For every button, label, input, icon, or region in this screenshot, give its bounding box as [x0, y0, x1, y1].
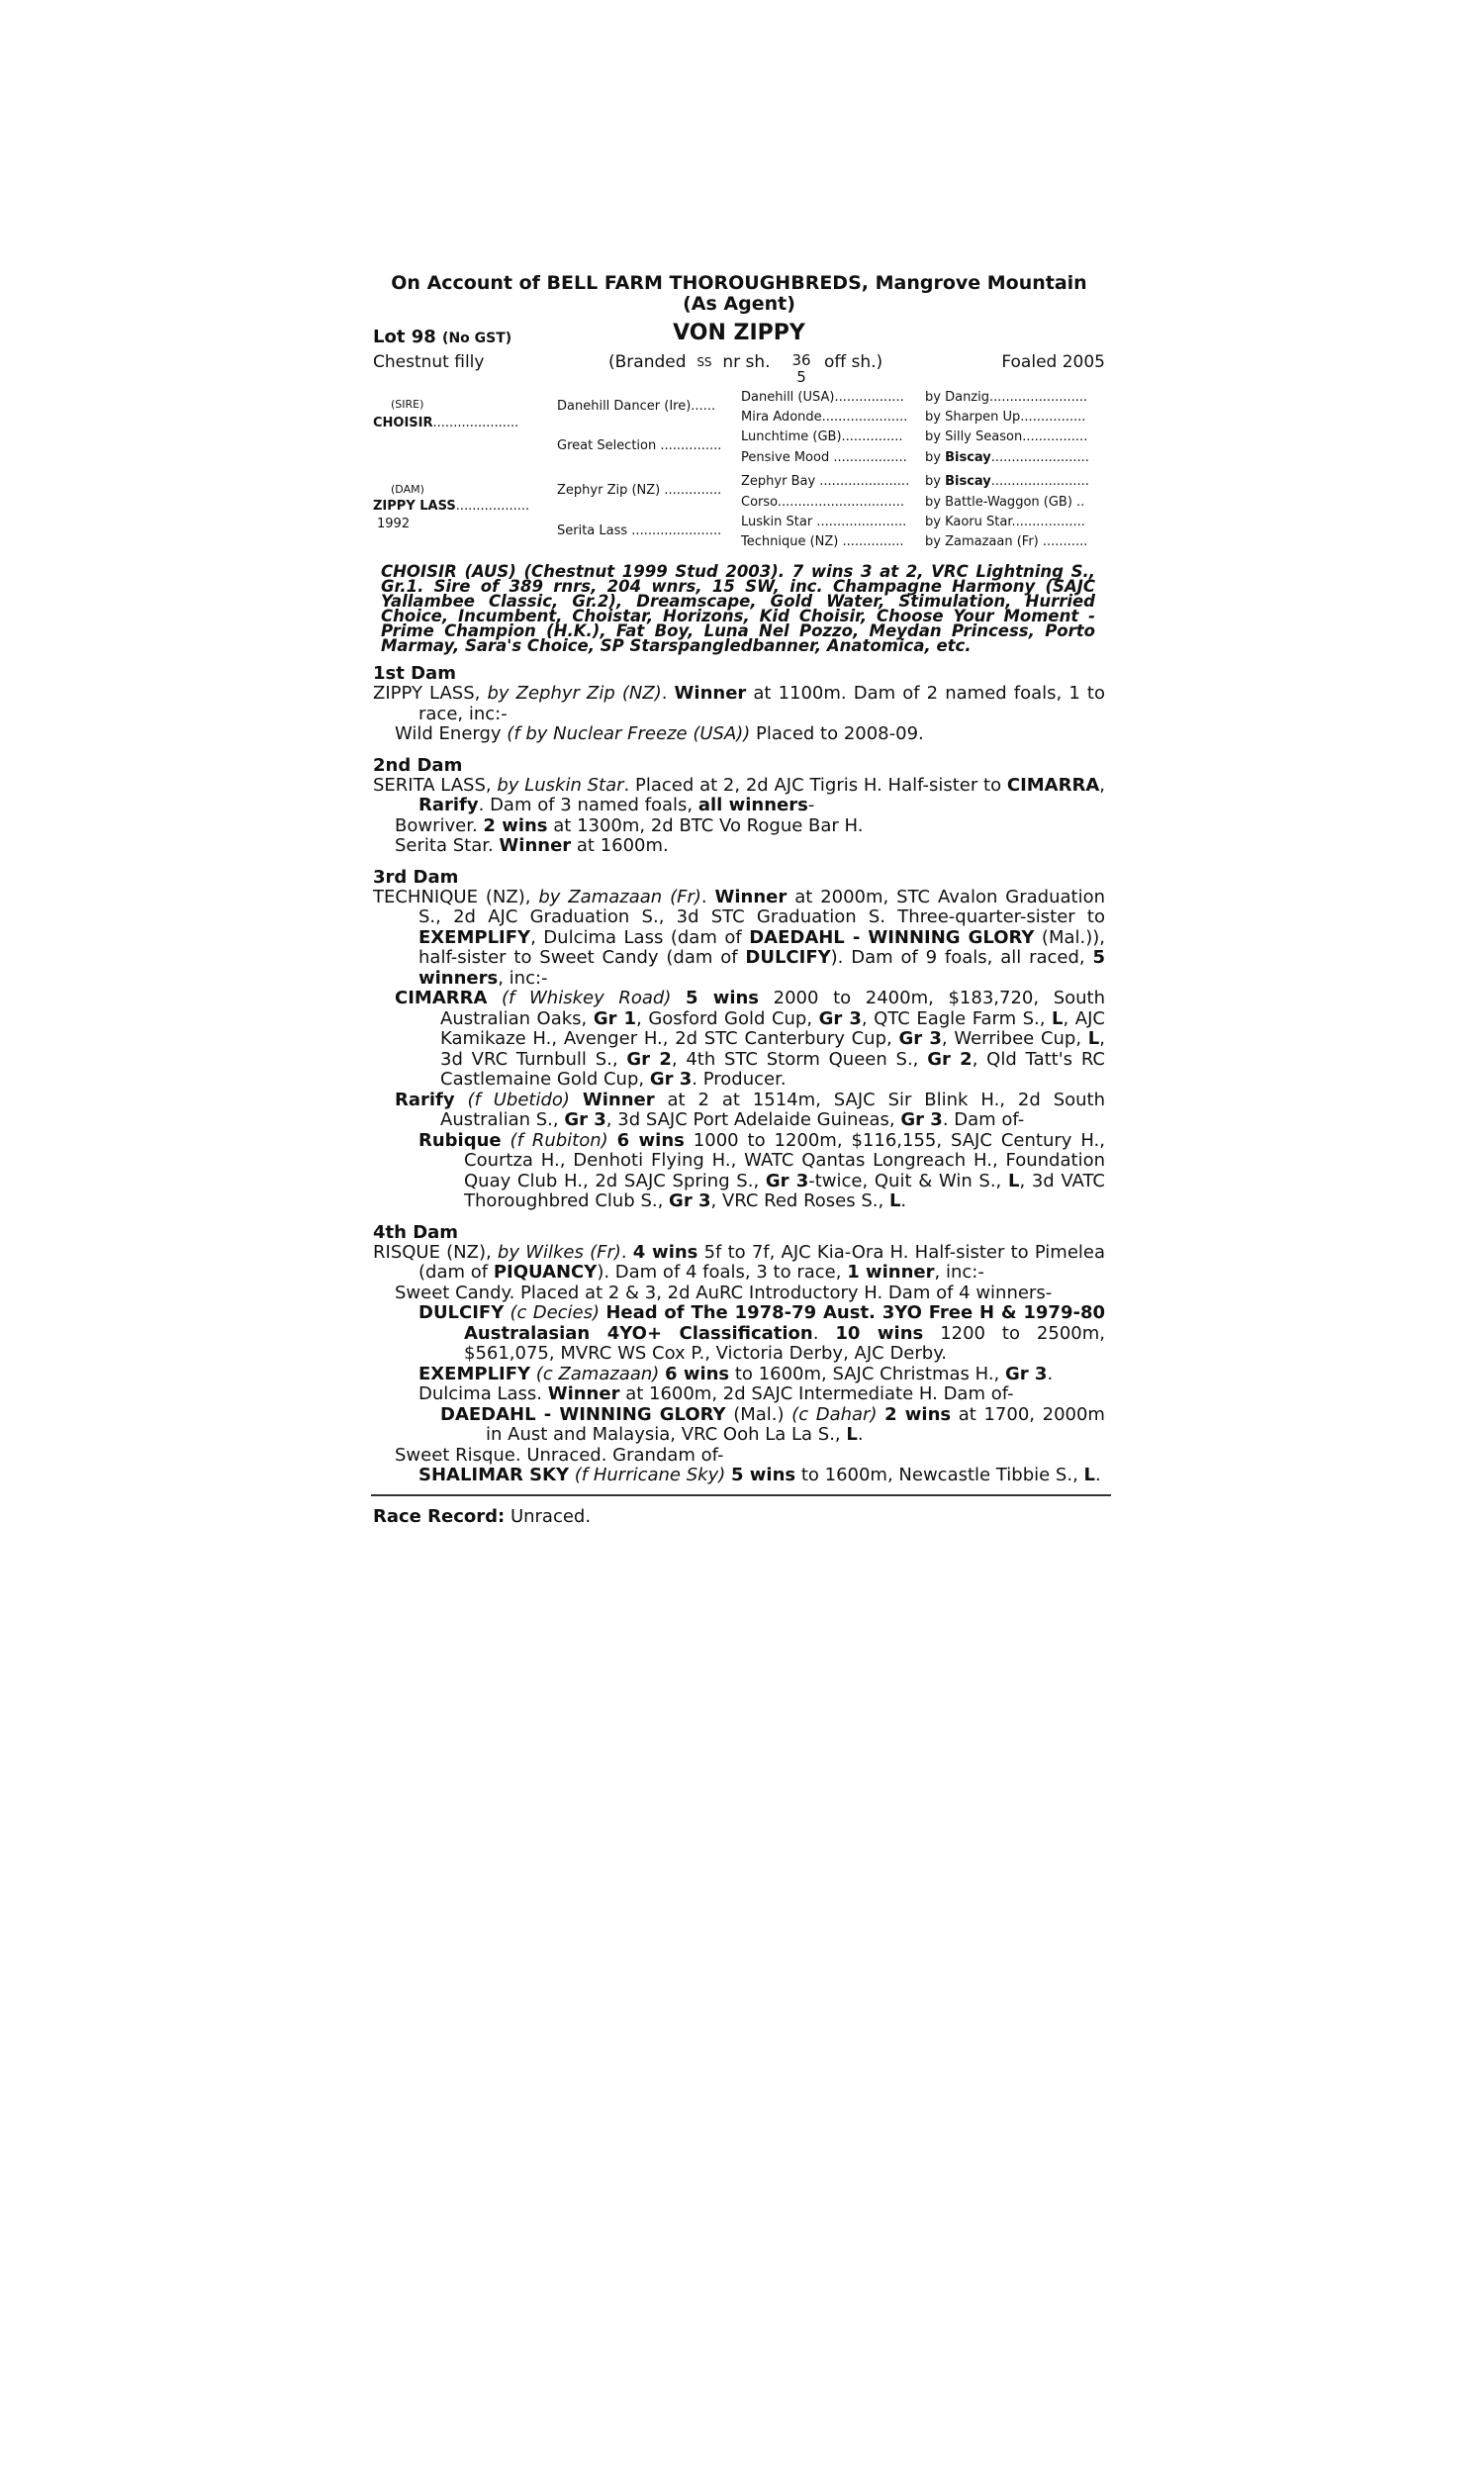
fourth-dam-text: RISQUE (NZ), by Wilkes (Fr). 4 wins 5f to 7f, AJC Kia-Ora H. Half-sister to Pimelea (dam of PIQUANCY). Dam of 4 foals, 3 to race, 1 winner, inc:-	[373, 1241, 1106, 1283]
catalogue-page	[373, 273, 1105, 1527]
daedahl-entry: DAEDAHL - WINNING GLORY (Mal.) (c Dahar) 2 wins at 1700, 2000m in Aust and Malaysia, VRC Ooh La La S., L.	[440, 1403, 1105, 1445]
second-dam-progeny-2: Serita Star. Winner at 1600m.	[395, 835, 669, 856]
sex-colour: Chestnut filly	[373, 352, 485, 372]
third-dam-text: TECHNIQUE (NZ), by Zamazaan (Fr). Winner at 2000m, STC Avalon Graduation S., 2d AJC Graduation S., 3d STC Graduation S. Three-quarter-sister to EXEMPLIFY, Dulcima Lass (dam of DAEDAHL - WINNING GLORY (Mal.)), half-sister to Sweet Candy (dam of DULCIFY). Dam of 9 foals, all raced, 5 winners, inc:-	[373, 886, 1105, 989]
race-record-label: Race Record:	[373, 1505, 506, 1527]
brand-off: off sh.)	[824, 352, 883, 372]
gen4-8: by Zamazaan (Fr) ...........	[925, 534, 1088, 549]
dam-year: 1992	[377, 517, 411, 531]
third-dam-heading: 3rd Dam	[373, 866, 459, 888]
sire-summary: CHOISIR (AUS) (Chestnut 1999 Stud 2003). 7 wins 3 at 2, VRC Lightning S., Gr.1. Sire of 389 rnrs, 204 wnrs, 15 SW, inc. Champagne Harmony (SAJC Yallambee Classic, Gr.2), Dreamscape, Gold Water, Stimulation, Hurried Choice, Incumbent, Choistar, Horizons, Kid Choisir, Choose Your Moment - Prime Champion (H.K.), Fat Boy, Luna Nel Pozzo, Meydan Princess, Porto Marmay, Sara's Choice, SP Starspangledbanner, Anatomica, etc.	[381, 562, 1095, 655]
rubique-entry: Rubique (f Rubiton) 6 wins 1000 to 1200m, $116,155, SAJC Century H., Courtza H., Denhoti Flying H., WATC Qantas Longreach H., Foundation Quay Club H., 2d SAJC Spring S., Gr 3-twice, Quit & Win S., L, 3d VATC Thoroughbred Club S., Gr 3, VRC Red Roses S., L.	[418, 1129, 1105, 1211]
dam-dam: Serita Lass ......................	[557, 523, 722, 538]
foaled-year: Foaled 2005	[1001, 352, 1105, 372]
agent-line: (As Agent)	[683, 293, 795, 315]
fourth-dam-heading: 4th Dam	[373, 1221, 459, 1243]
first-dam-progeny: Wild Energy (f by Nuclear Freeze (USA)) Placed to 2008-09.	[395, 723, 924, 744]
brand-near: (Branded SS nr sh.	[608, 352, 771, 372]
gen3-6: Corso...............................	[741, 495, 904, 510]
gen3-3: Lunchtime (GB)...............	[741, 429, 903, 444]
gen3-4: Pensive Mood ..................	[741, 450, 907, 465]
lot-number: Lot 98 (No GST)	[373, 327, 512, 347]
divider	[371, 1494, 1111, 1496]
gen3-5: Zephyr Bay ......................	[741, 474, 910, 489]
brand-number: 36 5	[791, 351, 811, 386]
second-dam-progeny-1: Bowriver. 2 wins at 1300m, 2d BTC Vo Rogue Bar H.	[395, 814, 864, 836]
gen4-2: by Sharpen Up................	[925, 410, 1086, 425]
gen4-1: by Danzig........................	[925, 390, 1088, 405]
cimarra-entry: CIMARRA (f Whiskey Road) 5 wins 2000 to 2400m, $183,720, South Australian Oaks, Gr 1, Gosford Gold Cup, Gr 3, QTC Eagle Farm S., L, AJC Kamikaze H., Avenger H., 2d STC Canterbury Cup, Gr 3, Werribee Cup, L, 3d VRC Turnbull S., Gr 2, 4th STC Storm Queen S., Gr 2, Qld Tatt's RC Castlemaine Gold Cup, Gr 3. Producer.	[395, 988, 1106, 1090]
dulcima-lass-entry: Dulcima Lass. Winner at 1600m, 2d SAJC Intermediate H. Dam of-	[418, 1383, 1014, 1404]
dam-sire: Zephyr Zip (NZ) ..............	[557, 483, 722, 498]
first-dam-text: ZIPPY LASS, by Zephyr Zip (NZ). Winner at 1100m. Dam of 2 named foals, 1 to race, inc:-	[373, 683, 1105, 724]
sire-dam: Great Selection ...............	[557, 438, 722, 453]
sire-label: (SIRE)	[391, 398, 424, 411]
horse-name: VON ZIPPY	[673, 321, 805, 345]
gen4-6: by Battle-Waggon (GB) ..	[925, 495, 1085, 510]
second-dam-text: SERITA LASS, by Luskin Star. Placed at 2, 2d AJC Tigris H. Half-sister to CIMARRA, Rarify. Dam of 3 named foals, all winners-	[373, 774, 1105, 815]
dam-label: (DAM)	[391, 483, 424, 496]
race-record	[373, 1506, 1105, 1527]
gen4-3: by Silly Season................	[925, 429, 1088, 444]
gen3-2: Mira Adonde.....................	[741, 410, 908, 425]
dam-name: ZIPPY LASS..................	[373, 499, 530, 514]
lot-row	[373, 321, 1105, 346]
description-row	[373, 346, 1105, 390]
brand-symbol: SS	[696, 355, 712, 369]
second-dam-heading: 2nd Dam	[373, 754, 463, 776]
gst-note: (No GST)	[442, 331, 512, 346]
sweet-candy-entry: Sweet Candy. Placed at 2 & 3, 2d AuRC Introductory H. Dam of 4 winners-	[395, 1282, 1053, 1303]
vendor-line: On Account of BELL FARM THOROUGHBREDS, Mangrove Mountain	[391, 272, 1087, 294]
gen4-4: by Biscay........................	[925, 450, 1089, 465]
sire-name: CHOISIR.....................	[373, 416, 519, 430]
gen4-7: by Kaoru Star..................	[925, 515, 1085, 529]
race-record-value: Unraced.	[505, 1505, 592, 1527]
shalimar-sky-entry: SHALIMAR SKY (f Hurricane Sky) 5 wins to 1600m, Newcastle Tibbie S., L.	[418, 1465, 1101, 1485]
gen3-8: Technique (NZ) ...............	[741, 534, 904, 549]
pedigree-table	[373, 390, 1105, 554]
rarify-entry: Rarify (f Ubetido) Winner at 2 at 1514m, SAJC Sir Blink H., 2d South Australian S., Gr 3, 3d SAJC Port Adelaide Guineas, Gr 3. Dam of-	[395, 1089, 1106, 1130]
sweet-risque-entry: Sweet Risque. Unraced. Grandam of-	[395, 1444, 724, 1466]
gen3-7: Luskin Star ......................	[741, 515, 907, 529]
sire-sire: Danehill Dancer (Ire)......	[557, 399, 716, 414]
dulcify-entry: DULCIFY (c Decies) Head of The 1978-79 Aust. 3YO Free H & 1979-80 Australasian 4YO+ Classification. 10 wins 1200 to 2500m, $561,075, MVRC WS Cox P., Victoria Derby, AJC Derby.	[418, 1302, 1106, 1364]
gen4-5: by Biscay........................	[925, 474, 1089, 489]
gen3-1: Danehill (USA).................	[741, 390, 904, 405]
first-dam-heading: 1st Dam	[373, 663, 456, 684]
exemplify-entry: EXEMPLIFY (c Zamazaan) 6 wins to 1600m, SAJC Christmas H., Gr 3.	[418, 1363, 1054, 1384]
